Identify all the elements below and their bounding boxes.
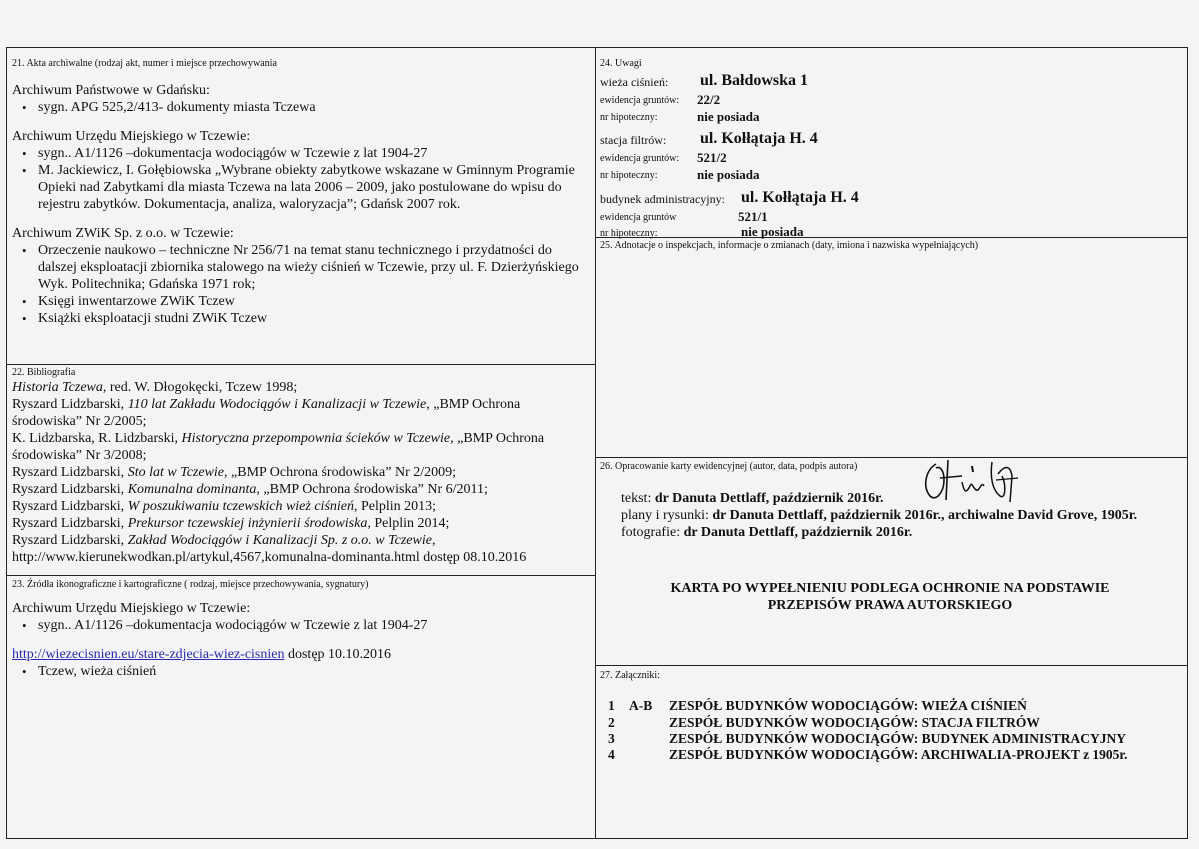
attachment-title: ZESPÓŁ BUDYNKÓW WODOCIĄGÓW: WIEŻA CIŚNIEŃ [669,698,1027,713]
divider-26-27 [595,665,1188,666]
attachment-number: 3 [608,731,615,746]
bibliography-title: Komunalna dominanta [127,482,257,497]
admin-land-value: 521/1 [738,209,768,224]
bibliography-details: , „BMP Ochrona środowiska” Nr 2/2005; [12,397,521,429]
section-27-heading: 27. Załączniki: [600,670,660,681]
divider-21-22 [6,364,595,365]
filter-land-value: 521/2 [697,150,727,165]
archive-2-item: • sygn.. A1/1126 –dokumentacja wodociągów w Tczewie z lat 1904-27 [12,145,590,162]
bibliography-title: W poszukiwaniu tczewskich wież ciśnień [127,499,354,514]
bibliography-entry [12,430,590,464]
bibliography-author: Ryszard Lidzbarski, [12,499,128,514]
drawings-author-line [621,508,1137,524]
text-author-label: tekst: [621,491,652,506]
photos-author-line [621,525,912,541]
filter-mortgage-value: nie posiada [697,167,760,182]
attachment-title: ZESPÓŁ BUDYNKÓW WODOCIĄGÓW: ARCHIWALIA-PROJEKT z 1905r. [669,747,1128,762]
section-21 [12,58,590,327]
divider-25-26 [595,457,1188,458]
bibliography-author: Ryszard Lidzbarski, [12,516,128,531]
bibliography-entry [12,379,590,396]
bibliography-details: , [431,533,436,548]
archive-2-item: • M. Jackiewicz, I. Gołębiowska „Wybrane obiekty zabytkowe wskazane w Gminnym Programie Opieki nad Zabytkami dla miasta Tczewa na lata 2006 – 2009, jako postulowane do wpisu do rejestru zabytków. Dokumentacja, analiza, waloryzacja”; Gdańsk 2007 rok. [12,162,590,213]
tower-mortgage-label: nr hipoteczny: [600,112,658,123]
bibliography-entry [12,549,590,566]
section-23-heading: 23. Źródła ikonograficzne i kartograficzne ( rodzaj, miejsce przechowywania, sygnatury) [12,579,369,590]
bibliography-details: , Pelplin 2013; [354,499,437,514]
iconography-archive-title: Archiwum Urzędu Miejskiego w Tczewie: [12,601,251,616]
copyright-notice-line-2: PRZEPISÓW PRAWA AUTORSKIEGO [767,598,1013,613]
text-author-value: dr Danuta Dettlaff, październik 2016r. [654,491,884,506]
bibliography-title: 110 lat Zakładu Wodociągów i Kanalizacji w Tczewie [127,397,427,412]
bibliography-title: Historia Tczewa [12,380,103,395]
source-link[interactable]: http://wiezecisnien.eu/stare-zdjecia-wiez-cisnien [12,647,285,662]
tower-land-label: ewidencja gruntów: [600,95,680,106]
divider-22-23 [6,575,595,576]
copyright-notice-line-1: KARTA PO WYPEŁNIENIU PODLEGA OCHRONIE NA PODSTAWIE [670,581,1110,596]
attachment-title: ZESPÓŁ BUDYNKÓW WODOCIĄGÓW: BUDYNEK ADMINISTRACYJNY [669,731,1127,746]
bibliography-author: http://www.kierunekwodkan.pl/artykul,4567,komunalna-dominanta.html dostęp 08.10.2016 [12,550,527,565]
bibliography-list [12,379,590,566]
bibliography-author: K. Lidzbarska, R. Lidzbarski, [12,431,182,446]
bibliography-entry [12,515,590,532]
tower-mortgage-value: nie posiada [697,109,760,124]
section-24-heading: 24. Uwagi [600,58,642,69]
copyright-notice [600,580,1180,614]
bibliography-details: , „BMP Ochrona środowiska” Nr 6/2011; [256,482,488,497]
filter-land-label: ewidencja gruntów: [600,153,680,164]
bibliography-entry [12,396,590,430]
bibliography-entry [12,498,590,515]
bibliography-details: , „BMP Ochrona środowiska” Nr 2/2009; [224,465,457,480]
bibliography-entry [12,481,590,498]
attachment-number: 4 [608,747,615,762]
tower-land-value: 22/2 [697,92,721,107]
bibliography-title: Historyczna przepompownia ścieków w Tczewie, [181,431,454,446]
text-author-line [621,491,884,507]
archive-3-item: • Orzeczenie naukowo – techniczne Nr 256/71 na temat stanu technicznego i przydatności do dalszej eksploatacji zbiornika stalowego na wieży ciśnień w Tczewie, przy ul. F. Dzierżyńskiego Wyk. Politechnika; Gdańska 1971 rok; [12,242,590,293]
tower-address: ul. Bałdowska 1 [700,72,809,89]
attachment-code: A-B [629,698,653,713]
attachment-number: 2 [608,715,615,730]
divider-24-25 [595,237,1188,238]
admin-address: ul. Kołłątaja H. 4 [741,189,859,206]
section-25-heading: 25. Adnotacje o inspekcjach, informacje o zmianach (daty, imiona i nazwiska wypełniających) [600,240,979,251]
bibliography-details: Pelplin 2014; [370,516,450,531]
author-signature [918,456,1030,508]
archive-3-item: • Księgi inwentarzowe ZWiK Tczew [12,293,590,310]
iconography-link-line [12,646,590,663]
archive-1-title: Archiwum Państwowe w Gdańsku: [12,83,210,98]
bibliography-entry [12,464,590,481]
filter-mortgage-label: nr hipoteczny: [600,170,658,181]
archive-1-item: • sygn. APG 525,2/413- dokumenty miasta Tczewa [12,99,590,116]
attachment-title: ZESPÓŁ BUDYNKÓW WODOCIĄGÓW: STACJA FILTRÓW [669,715,1040,730]
bibliography-author: Ryszard Lidzbarski, [12,482,128,497]
filter-label: stacja filtrów: [600,133,667,147]
attachment-number: 1 [608,698,615,713]
bibliography-details: , red. W. Dłogokęcki, Tczew 1998; [102,380,298,395]
admin-land-label: ewidencja gruntów [600,212,677,223]
bibliography-details: „BMP Ochrona środowiska” Nr 3/2008; [12,431,545,463]
archive-3-item: • Książki eksploatacji studni ZWiK Tczew [12,310,590,327]
iconography-item: • sygn.. A1/1126 –dokumentacja wodociągów w Tczewie z lat 1904-27 [12,617,590,634]
archive-3-title: Archiwum ZWiK Sp. z o.o. w Tczewie: [12,226,234,241]
bibliography-entry [12,532,590,549]
link-access-date: dostęp 10.10.2016 [284,647,392,662]
admin-mortgage-label: nr hipoteczny: [600,228,658,239]
section-22 [12,367,590,566]
bibliography-title: Prekursor tczewskiej inżynierii środowiska, [127,516,371,531]
iconography-item: • Tczew, wieża ciśnień [12,663,590,680]
admin-label: budynek administracyjny: [600,192,725,206]
filter-address: ul. Kołłątaja H. 4 [700,130,818,147]
tower-label: wieża ciśnień: [600,75,669,89]
section-21-heading: 21. Akta archiwalne (rodzaj akt, numer i miejsce przechowywania [12,58,277,69]
bibliography-author: Ryszard Lidzbarski, [12,533,128,548]
section-26-heading: 26. Opracowanie karty ewidencyjnej (autor, data, podpis autora) [600,461,858,472]
bibliography-title: Zakład Wodociągów i Kanalizacji Sp. z o.o. w Tczewie [127,533,432,548]
bibliography-title: Sto lat w Tczewie [127,465,225,480]
drawings-author-value: dr Danuta Dettlaff, październik 2016r., archiwalne David Grove, 1905r. [712,508,1138,523]
photos-author-label: fotografie: [621,525,681,540]
archive-2-title: Archiwum Urzędu Miejskiego w Tczewie: [12,129,251,144]
photos-author-value: dr Danuta Dettlaff, październik 2016r. [683,525,913,540]
bibliography-author: Ryszard Lidzbarski, [12,465,128,480]
column-divider [595,47,596,839]
section-22-heading: 22. Bibliografia [12,367,76,378]
drawings-author-label: plany i rysunki: [621,508,709,523]
section-23 [12,579,590,680]
bibliography-author: Ryszard Lidzbarski, [12,397,128,412]
admin-mortgage-value: nie posiada [741,224,804,239]
